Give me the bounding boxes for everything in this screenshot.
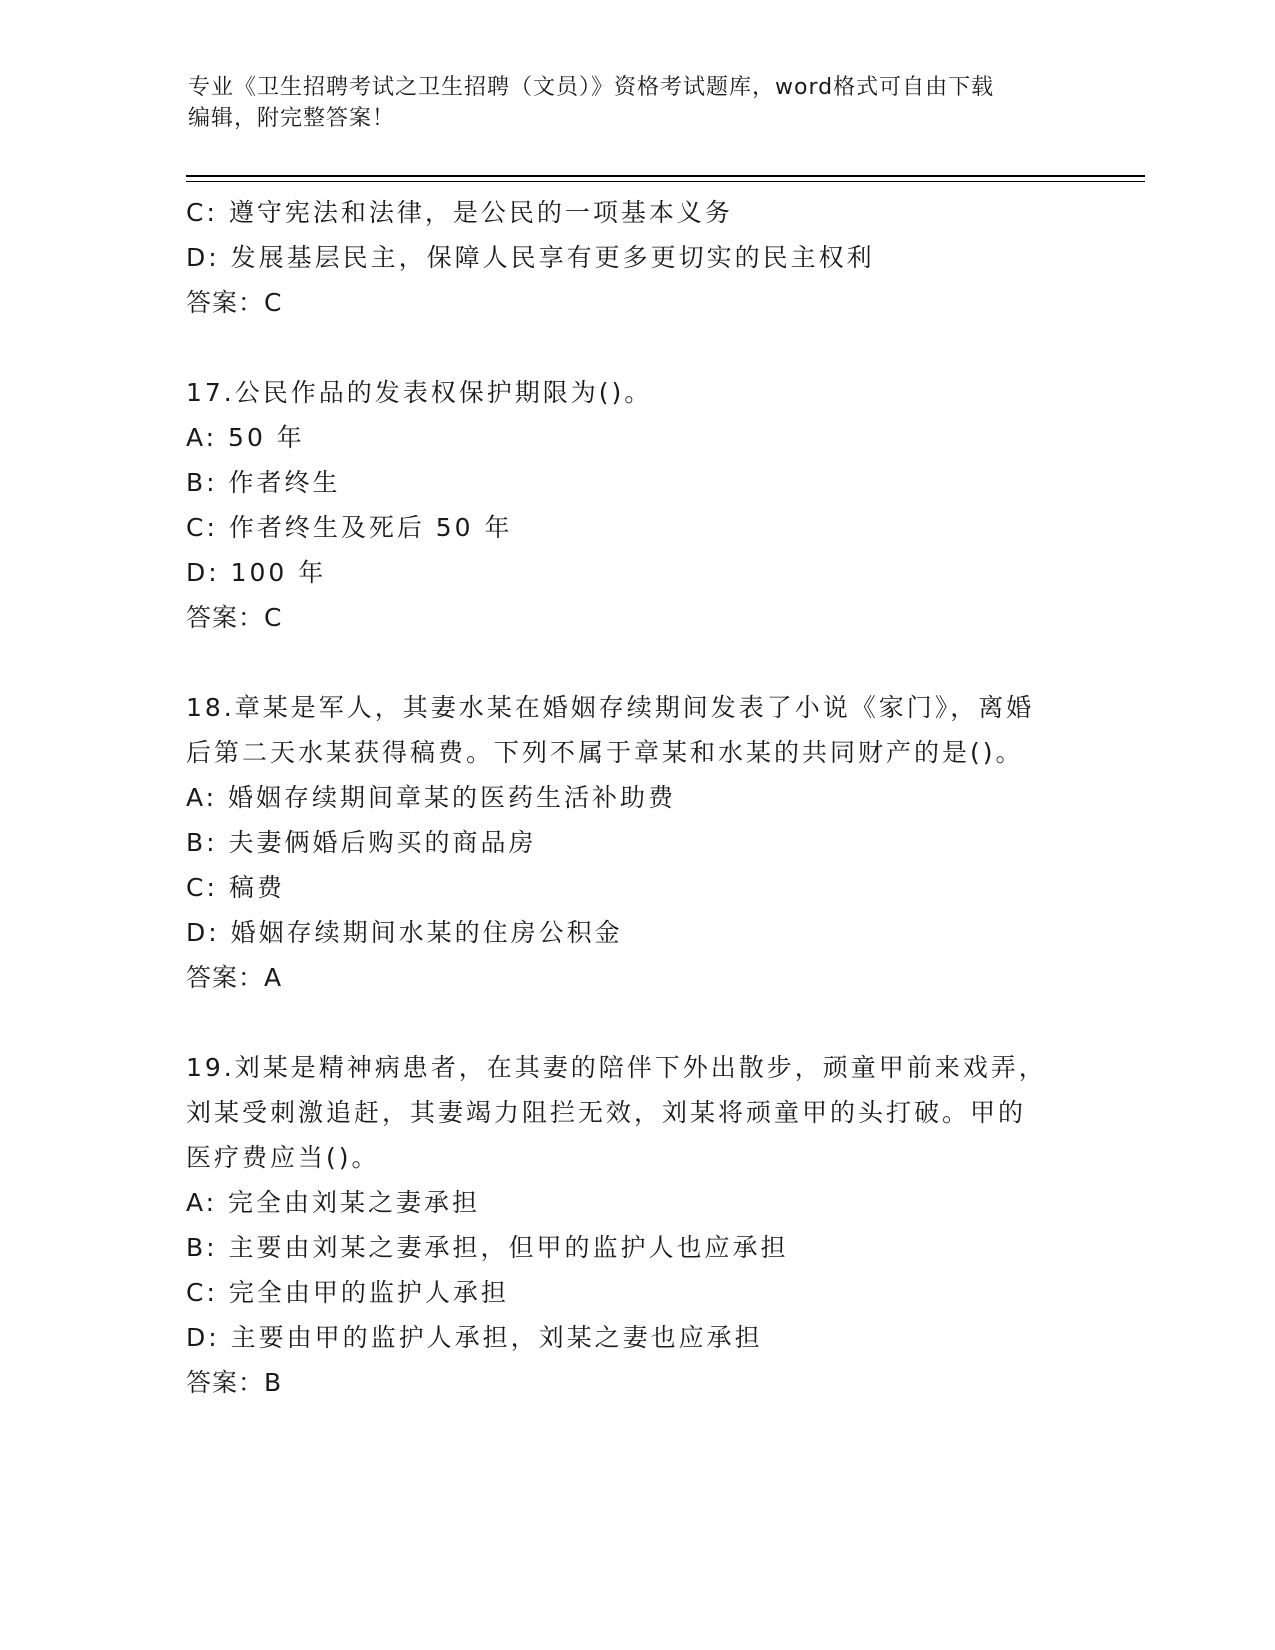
- header-rule-thin: [186, 181, 1145, 182]
- option-a: A: 完全由刘某之妻承担: [186, 1188, 481, 1217]
- option-b: B: 主要由刘某之妻承担，但甲的监护人也应承担: [186, 1233, 789, 1262]
- option-c: C: 作者终生及死后 50 年: [186, 513, 513, 542]
- answer: 答案：B: [186, 1368, 283, 1397]
- option-b: B: 夫妻俩婚后购买的商品房: [186, 828, 537, 857]
- question-19: [186, 1045, 1086, 1405]
- answer: 答案：C: [186, 603, 283, 632]
- option-d: D: 100 年: [186, 558, 327, 587]
- question-title-line-3: 医疗费应当()。: [186, 1143, 380, 1172]
- header-rule-thick: [186, 175, 1145, 177]
- question-title-line-2: 后第二天水某获得稿费。下列不属于章某和水某的共同财产的是()。: [186, 738, 1024, 767]
- option-d: D: 主要由甲的监护人承担，刘某之妻也应承担: [186, 1323, 763, 1352]
- question-18: [186, 685, 1086, 1000]
- option-a: A: 50 年: [186, 423, 305, 452]
- option-a: A: 婚姻存续期间章某的医药生活补助费: [186, 783, 677, 812]
- question-title: 17.公民作品的发表权保护期限为()。: [186, 378, 653, 407]
- header-line-2: 编辑，附完整答案！: [188, 106, 396, 131]
- document-header: [188, 72, 1088, 134]
- question-title-line-2: 刘某受刺激追赶，其妻竭力阻拦无效，刘某将顽童甲的头打破。甲的: [186, 1098, 1027, 1127]
- option-c: C: 完全由甲的监护人承担: [186, 1278, 509, 1307]
- option-d: D: 婚姻存续期间水某的住房公积金: [186, 918, 623, 947]
- option-c: C: 遵守宪法和法律，是公民的一项基本义务: [186, 198, 733, 227]
- answer: 答案：C: [186, 288, 283, 317]
- question-title-line-1: 18.章某是军人，其妻水某在婚姻存续期间发表了小说《家门》，离婚: [186, 693, 1035, 722]
- option-d: D: 发展基层民主，保障人民享有更多更切实的民主权利: [186, 243, 875, 272]
- answer: 答案：A: [186, 963, 283, 992]
- question-content: [186, 190, 1086, 1405]
- question-title-line-1: 19.刘某是精神病患者，在其妻的陪伴下外出散步，顽童甲前来戏弄，: [186, 1053, 1047, 1082]
- option-b: B: 作者终生: [186, 468, 341, 497]
- option-c: C: 稿费: [186, 873, 285, 902]
- continued-question: [186, 190, 1086, 325]
- header-line-1: 专业《卫生招聘考试之卫生招聘（文员）》资格考试题库，word格式可自由下载: [188, 75, 995, 100]
- question-17: [186, 370, 1086, 640]
